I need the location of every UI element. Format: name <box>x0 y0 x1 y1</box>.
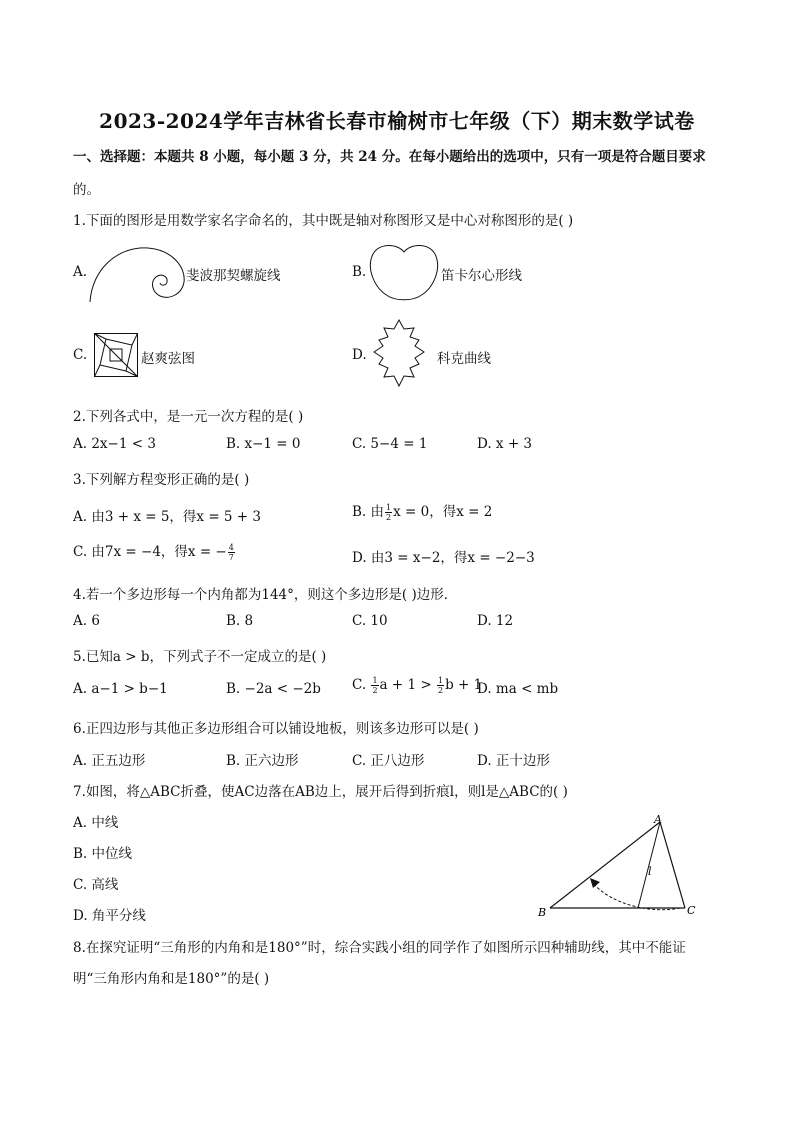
fraction-denominator: 2 <box>437 686 444 695</box>
q1-option-b-letter: B. <box>352 264 367 280</box>
vertex-b-label: B <box>538 906 547 919</box>
q1-option-c-letter: C. <box>73 347 88 363</box>
question-3-stem: 3.下列解方程变形正确的是( ) <box>73 472 250 488</box>
vertex-a-label: A <box>654 813 662 826</box>
q1-option-c-label: 赵爽弦图 <box>141 351 195 367</box>
q6-option-a: A. 正五边形 <box>73 753 146 769</box>
q6-option-d: D. 正十边形 <box>477 753 550 769</box>
q5-option-b: B. −2a < −2b <box>226 681 321 697</box>
q5-option-c-suffix: b + 1 <box>445 677 483 693</box>
crease-l-label: l <box>648 865 652 878</box>
q5-option-d: D. ma < mb <box>477 681 559 697</box>
q4-option-d: D. 12 <box>477 613 514 629</box>
question-5-stem: 5.已知a > b，下列式子不一定成立的是( ) <box>73 649 327 665</box>
q2-option-b: B. x−1 = 0 <box>226 436 301 452</box>
fraction <box>385 503 392 522</box>
q7-option-a: A. 中线 <box>73 815 119 831</box>
q1-option-b-label: 笛卡尔心形线 <box>441 268 522 284</box>
fibonacci-spiral-icon <box>88 244 188 304</box>
triangle-fold-diagram <box>530 812 710 922</box>
question-1-stem: 1.下面的图形是用数学家名字命名的，其中既是轴对称图形又是中心对称图形的是( ) <box>73 213 574 229</box>
fraction-denominator: 2 <box>386 513 392 522</box>
q3-option-c <box>73 540 236 562</box>
q1-option-d-label: 科克曲线 <box>437 351 491 367</box>
q3-option-c-prefix: C. 由7x = −4，得x = − <box>73 544 227 560</box>
q5-option-c-middle: a + 1 > <box>379 677 436 693</box>
q1-option-a-label: 斐波那契螺旋线 <box>186 268 281 284</box>
q7-option-c: C. 高线 <box>73 877 119 893</box>
q4-option-a: A. 6 <box>73 613 100 629</box>
vertex-c-label: C <box>687 904 696 917</box>
koch-snowflake-icon <box>364 318 434 390</box>
question-8-line1: 8.在探究证明“三角形的内角和是180°”时，综合实践小组的同学作了如图所示四种辅助线，其中不能证 <box>73 940 686 956</box>
q3-option-b <box>352 500 492 522</box>
q3-option-d: D. 由3 = x−2，得x = −2−3 <box>352 550 535 566</box>
q1-option-a-letter: A. <box>73 264 88 280</box>
q5-option-c-prefix: C. <box>352 677 371 693</box>
fraction <box>437 676 444 695</box>
fraction-numerator: 4 <box>228 543 234 552</box>
q2-option-c: C. 5−4 = 1 <box>352 436 428 452</box>
cardioid-icon <box>368 242 440 304</box>
q1-option-d-letter: D. <box>352 347 367 363</box>
question-8-line2: 明“三角形内角和是180°”的是( ) <box>73 971 270 987</box>
q6-option-c: C. 正八边形 <box>352 753 425 769</box>
question-7-stem: 7.如图，将△ABC折叠，使AC边落在AB边上，展开后得到折痕l，则l是△ABC的( ) <box>73 784 568 800</box>
q3-option-a: A. 由3 + x = 5，得x = 5 + 3 <box>73 509 261 525</box>
q7-option-d: D. 角平分线 <box>73 908 146 924</box>
question-2-stem: 2.下列各式中，是一元一次方程的是( ) <box>73 409 304 425</box>
q5-option-c <box>352 676 482 695</box>
q4-option-b: B. 8 <box>226 613 254 629</box>
question-4-stem: 4.若一个多边形每一个内角都为144°，则这个多边形是( )边形． <box>73 587 458 603</box>
zhao-shuang-diagram-icon <box>94 333 138 377</box>
q6-option-b: B. 正六边形 <box>226 753 299 769</box>
q5-option-a: A. a−1 > b−1 <box>73 681 168 697</box>
q7-option-b: B. 中位线 <box>73 846 133 862</box>
fraction <box>371 676 378 695</box>
page-title: 2023-2024学年吉林省长春市榆树市七年级（下）期末数学试卷 <box>99 109 695 133</box>
fraction-numerator: 1 <box>386 503 392 512</box>
q2-option-d: D. x + 3 <box>477 436 533 452</box>
section-heading-line1: 一、选择题：本题共 8 小题，每小题 3 分，共 24 分。在每小题给出的选项中，只有一项是符合题目要求 <box>73 149 706 165</box>
fraction-denominator: 7 <box>228 553 234 562</box>
section-heading-line2: 的。 <box>73 182 100 198</box>
q2-option-a: A. 2x−1 < 3 <box>73 436 156 452</box>
fraction <box>228 543 235 562</box>
question-6-stem: 6.正四边形与其他正多边形组合可以铺设地板，则该多边形可以是( ) <box>73 721 479 737</box>
q3-option-b-suffix: x = 0，得x = 2 <box>393 504 493 520</box>
fraction-denominator: 2 <box>372 686 378 695</box>
q3-option-b-prefix: B. 由 <box>352 504 385 520</box>
fraction-numerator: 1 <box>372 676 378 685</box>
q4-option-c: C. 10 <box>352 613 388 629</box>
fraction-numerator: 1 <box>437 676 444 685</box>
